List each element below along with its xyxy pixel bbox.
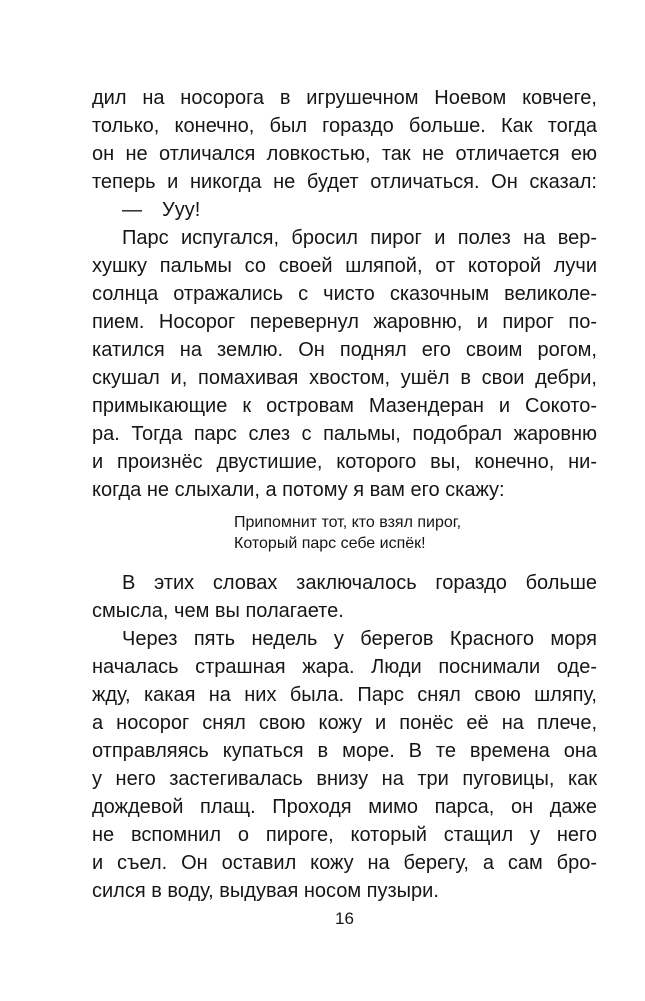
text-line: и съел. Он оставил кожу на берегу, а сам бро-	[92, 852, 597, 874]
text-column	[92, 84, 597, 905]
text-line: только, конечно, был гораздо больше. Как тогда	[92, 115, 597, 137]
text-line: катился на землю. Он поднял его своим рогом,	[92, 339, 597, 361]
text-line: сился в воду, выдувая носом пузыри.	[92, 880, 439, 902]
text-line: а носорог снял свою кожу и понёс её на плече,	[92, 712, 597, 734]
text-line: отправляясь купаться в море. В те времена она	[92, 740, 597, 762]
text-line: хушку пальмы со своей шляпой, от которой лучи	[92, 255, 597, 277]
verse-line: Припомнит тот, кто взял пирог,	[234, 514, 462, 531]
text-line: теперь и никогда не будет отличаться. Он сказал:	[92, 171, 597, 193]
paragraph	[92, 569, 597, 625]
text-line: Парс испугался, бросил пирог и полез на вер-	[122, 227, 597, 249]
text-line: дил на носорога в игрушечном Ноевом ковчеге,	[92, 87, 597, 109]
text-line: и произнёс двустишие, которого вы, конечно, ни-	[92, 451, 597, 473]
text-line: дождевой плащ. Проходя мимо парса, он даже	[92, 796, 597, 818]
text-line: Через пять недель у берегов Красного моря	[122, 628, 597, 650]
text-line: пием. Носорог перевернул жаровню, и пирог по-	[92, 311, 597, 333]
text-line: солнца отражались с чисто сказочным великоле-	[92, 283, 597, 305]
text-line: ра. Тогда парс слез с пальмы, подобрал жаровню	[92, 423, 597, 445]
text-line: В этих словах заключалось гораздо больше	[122, 572, 597, 594]
text-line: скушал и, помахивая хвостом, ушёл в свои дебри,	[92, 367, 597, 389]
paragraph	[92, 224, 597, 504]
verse-block	[92, 512, 597, 554]
text-line: он не отличался ловкостью, так не отличается ею	[92, 143, 597, 165]
text-line: примыкающие к островам Мазендеран и Сокото-	[92, 395, 597, 417]
text-line: не вспомнил о пироге, который стащил у него	[92, 824, 597, 846]
text-line: когда не слыхали, а потому я вам его скажу:	[92, 479, 505, 501]
text-line: смысла, чем вы полагаете.	[92, 600, 344, 622]
text-line: — Ууу!	[122, 199, 201, 221]
paragraph	[92, 196, 597, 224]
text-line: у него застегивалась внизу на три пуговицы, как	[92, 768, 597, 790]
text-line: жду, какая на них была. Парс снял свою шляпу,	[92, 684, 597, 706]
paragraph	[92, 625, 597, 905]
verse-line: Который парс себе испёк!	[234, 535, 426, 552]
text-line: началась страшная жара. Люди поснимали оде-	[92, 656, 597, 678]
paragraph	[92, 84, 597, 196]
page-number: 16	[335, 909, 354, 928]
